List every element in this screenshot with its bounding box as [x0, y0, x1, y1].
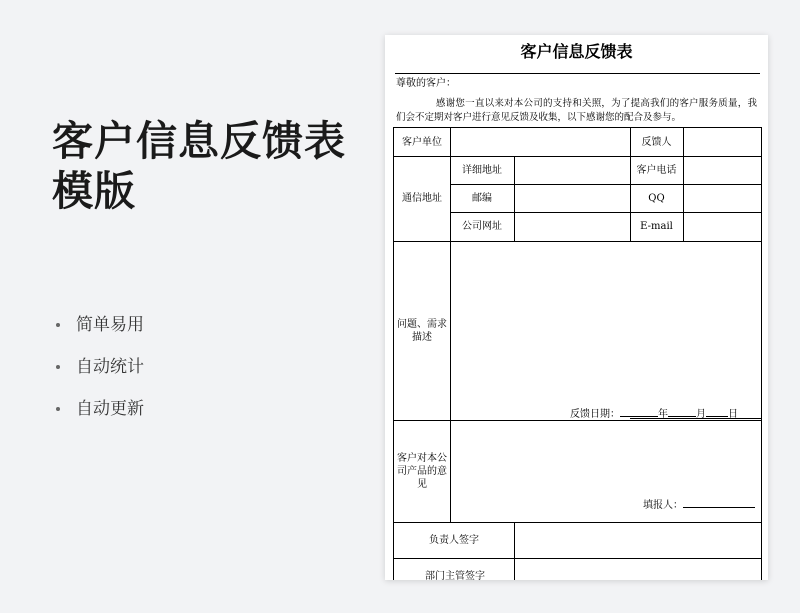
intro-paragraph: 感谢您一直以来对本公司的支持和关照，为了提高我们的客户服务质量，我们会不定期对客户进行意见反馈及收集，以下感谢您的配合及参与。 — [396, 98, 757, 123]
feedback-date-label: 反馈日期： — [570, 409, 620, 420]
month-label: 月 — [696, 409, 706, 420]
day-label: 日 — [728, 409, 738, 420]
feature-item: 简单易用 — [56, 312, 144, 354]
year-label: 年 — [658, 409, 668, 420]
filler-line — [643, 498, 755, 512]
label-feedback-person: 反馈人 — [641, 136, 672, 148]
label-customer-unit: 客户单位 — [402, 136, 442, 148]
label-issue-description: 问题、需求描述 — [397, 318, 447, 343]
document-title: 客户信息反馈表 — [520, 42, 633, 61]
label-email: E-mail — [640, 221, 673, 232]
feature-list — [56, 312, 144, 438]
label-qq: QQ — [648, 192, 665, 204]
document-preview — [385, 35, 768, 580]
label-dept-sign: 部门主管签字 — [425, 571, 485, 580]
stray-mark — [600, 522, 608, 523]
label-company-site: 公司网址 — [462, 221, 502, 232]
label-detail-address: 详细地址 — [462, 164, 502, 176]
label-customer-opinion: 客户对本公司产品的意见 — [397, 452, 447, 490]
greeting-text: 尊敬的客户： — [396, 78, 456, 89]
feedback-date-line — [570, 407, 738, 421]
feedback-table — [393, 127, 762, 580]
filler-label: 填报人： — [643, 500, 683, 511]
label-postcode: 邮编 — [472, 192, 492, 204]
feature-item: 自动更新 — [56, 396, 144, 438]
title-divider — [395, 73, 760, 74]
label-address: 通信地址 — [402, 193, 442, 204]
label-customer-phone: 客户电话 — [636, 164, 677, 176]
promo-title: 客户信息反馈表模版 — [52, 117, 346, 215]
feature-item: 自动统计 — [56, 354, 144, 396]
label-responsible-sign: 负责人签字 — [429, 534, 479, 546]
